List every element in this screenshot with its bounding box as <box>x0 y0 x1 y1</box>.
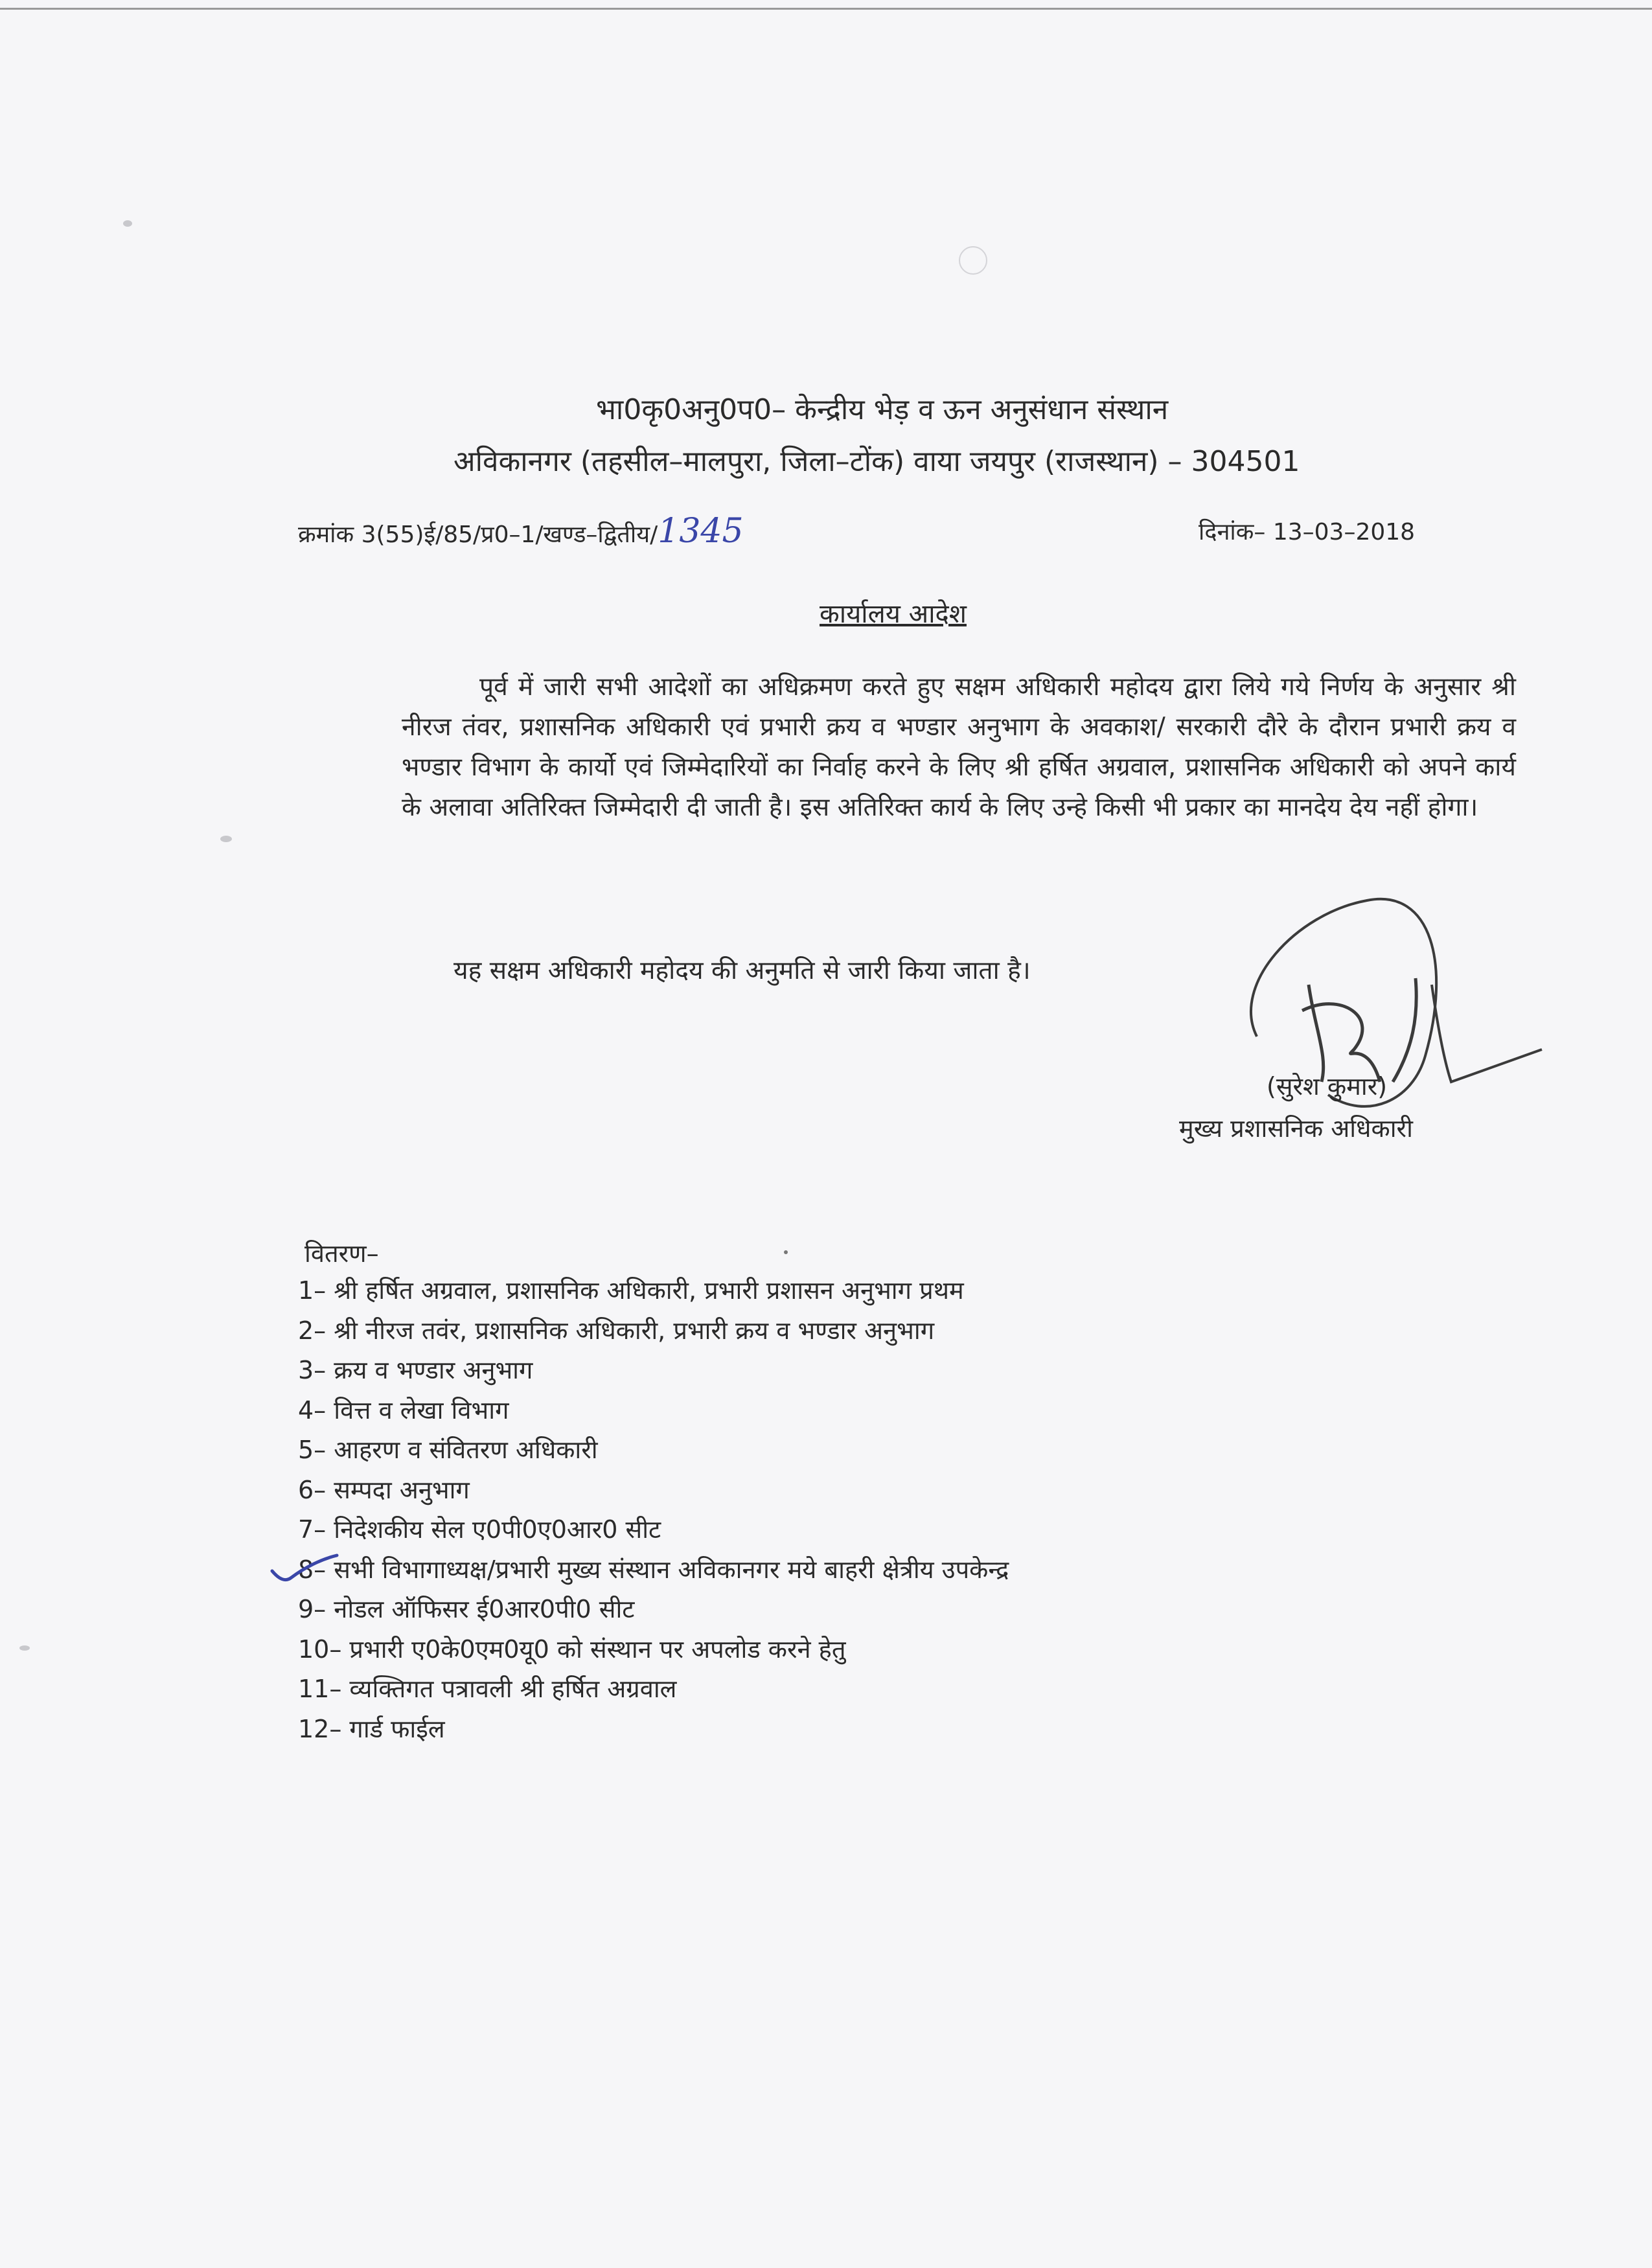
page-top-edge <box>0 8 1652 10</box>
order-title: कार्यालय आदेश <box>820 599 967 629</box>
reference-number <box>298 512 744 551</box>
distribution-list <box>298 1273 1009 1751</box>
list-item: 12– गार्ड फाईल <box>298 1714 445 1743</box>
list-item: 10– प्रभारी ए0के0एम0यू0 को संस्थान पर अपलोड करने हेतु <box>298 1634 846 1664</box>
scan-speck <box>220 836 232 842</box>
scan-speck <box>784 1250 788 1254</box>
distribution-heading: वितरण– <box>304 1239 379 1268</box>
issue-statement: यह सक्षम अधिकारी महोदय की अनुमति से जारी किया जाता है। <box>453 956 1031 985</box>
list-item: 3– क्रय व भण्डार अनुभाग <box>298 1356 533 1384</box>
list-item: 8– सभी विभागाध्यक्ष/प्रभारी मुख्य संस्थान अविकानगर मये बाहरी क्षेत्रीय उपकेन्द्र <box>298 1555 1009 1584</box>
scan-speck <box>123 220 132 227</box>
scan-speck <box>19 1645 30 1651</box>
signatory-designation: मुख्य प्रशासनिक अधिकारी <box>1179 1114 1413 1143</box>
list-item: 9– नोडल ऑफिसर ई0आर0पी0 सीट <box>298 1595 635 1623</box>
list-item: 1– श्री हर्षित अग्रवाल, प्रशासनिक अधिकारी, प्रभारी प्रशासन अनुभाग प्रथम <box>298 1276 964 1305</box>
list-item: 2– श्री नीरज तवंर, प्रशासनिक अधिकारी, प्रभारी क्रय व भण्डार अनुभाग <box>298 1316 935 1345</box>
list-item: 11– व्यक्तिगत पत्रावली श्री हर्षित अग्रवाल <box>298 1675 677 1703</box>
list-item: 5– आहरण व संवितरण अधिकारी <box>298 1436 598 1464</box>
scan-speck <box>959 246 987 275</box>
institute-address: अविकानगर (तहसील–मालपुरा, जिला–टोंक) वाया जयपुर (राजस्थान) – 304501 <box>453 445 1300 478</box>
signatory-name: (सुरेश कुमार) <box>1267 1072 1388 1101</box>
list-item: 6– सम्पदा अनुभाग <box>298 1475 470 1504</box>
order-body: पूर्व में जारी सभी आदेशों का अधिक्रमण करते हुए सक्षम अधिकारी महोदय द्वारा लिये गये निर्णय के अनुसार श्री नीरज तंवर, प्रशासनिक अधिकारी एवं प्रभारी क्रय व भण्डार अनुभाग के अवकाश/ सरकारी दौरे के दौरान प्रभारी क्रय व भण्डार विभाग के कार्यो एवं जिम्मेदारियों का निर्वाह करने के लिए श्री हर्षित अग्रवाल, प्रशासनिक अधिकारी को अपने कार्य के अलावा अतिरिक्त जिम्मेदारी दी जाती है। इस अतिरिक्त कार्य के लिए उन्हे किसी भी प्रकार का मानदेय देय नहीं होगा। <box>402 672 1516 822</box>
institute-name: भा0कृ0अनु0प0– केन्द्रीय भेड़ व ऊन अनुसंधान संस्थान <box>596 393 1169 426</box>
list-item: 4– वित्त व लेखा विभाग <box>298 1395 509 1425</box>
reference-number-text: क्रमांक 3(55)ई/85/प्र0–1/खण्ड–द्वितीय/ <box>298 521 658 548</box>
order-date: दिनांक– 13–03–2018 <box>1199 519 1416 545</box>
checkmark-icon <box>269 1552 340 1584</box>
list-item: 7– निदेशकीय सेल ए0पी0ए0आर0 सीट <box>298 1515 661 1544</box>
handwritten-dispatch-number: 1345 <box>658 512 744 551</box>
